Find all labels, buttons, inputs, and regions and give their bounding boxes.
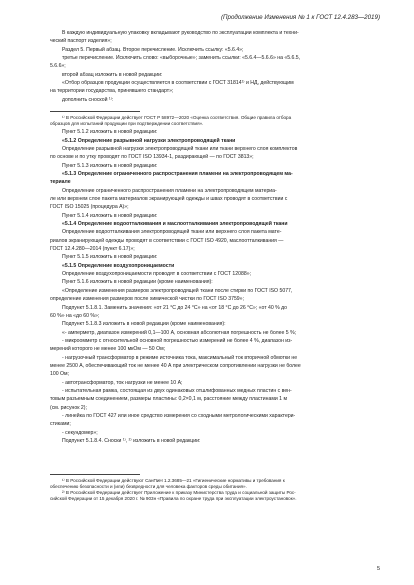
text-line: - секундомер»; [62, 429, 98, 436]
text-line: на территории государства, принявшего стандарт»; [50, 88, 174, 95]
text-line: Подпункт 5.1.8.1. Заменить значения: «от 21 °С до 24 °С» на «от 18 °С до 26 °С»; «от 40 % до [62, 304, 288, 311]
text-line: Определение воздухопроницаемости проводят в соответствии с ГОСТ 12088»; [62, 271, 251, 278]
text-line: Пункт 5.1.3 изложить в новой редакции: [62, 162, 158, 169]
text-line: - нагрузочный трансформатор в режиме источника тока, максимальный ток вторичной обмотки не [62, 354, 298, 361]
text-line: менее 2500 А, обеспечивающий ток не менее 40 А при электрическом сопротивлении нагрузки не более [50, 362, 301, 369]
text-line: стиками; [50, 421, 71, 428]
footnote-line: обеспечению безопасности и (или) безвредности для человека факторов среды обитания». [50, 484, 247, 490]
section-heading-line: «5.1.4 Определение водоотталкивания и маслоотталкивания электропроводящей ткани [62, 221, 288, 227]
text-line: товым разъемным соединением, размеры пластины: 0,2×0,1 м, расстояние между пластинами 1 м [50, 396, 288, 403]
text-line: Пункт 5.1.5 изложить в новой редакции: [62, 254, 158, 261]
text-line: мерений которого не менее 100 мкОм — 50 Ом; [50, 346, 166, 353]
text-line: ГОСТ 12.4.280—2014 (пункт 6.17)»; [50, 246, 135, 253]
section-heading-line: «5.1.5 Определение воздухопроницаемости [62, 262, 175, 269]
text-line: Определение водоотталкивания электропроводящей ткани или верхнего слоя пакета мате- [62, 229, 282, 236]
running-header: (Продолжение Изменения № 1 к ГОСТ 12.4.283—2019) [220, 14, 380, 21]
footnote-line: сийской Федерации от 15 декабря 2020 г. № 903н «Правила по охране труда при эксплуатации электроустановок». [50, 496, 297, 502]
text-line: Пункт 5.1.6 изложить в новой редакции (кроме наименования): [62, 279, 213, 286]
text-line: 100 Ом; [50, 371, 69, 378]
text-line: Раздел 5. Первый абзац. Второе перечисление. Исключить ссылку: «5.6.4»; [62, 46, 244, 53]
text-line: - автотрансформатор, ток нагрузки не менее 10 А; [62, 379, 183, 386]
footnote-rule [50, 474, 140, 475]
text-line: Пункт 5.1.4 изложить в новой редакции: [62, 212, 158, 219]
text-line: риалов экранирующей одежды проводят в соответствии с ГОСТ ISO 4920, маслоотталкивания — [50, 237, 284, 244]
text-line: «- амперметр, диапазон измерений 0,1—100 А, основная абсолютная погрешность не более 5 %; [62, 329, 297, 336]
text-line: - испытательная рамка, состоящая из двух одинаковых отшлифованных медных пластин с вен- [62, 388, 292, 394]
text-line: - линейка по ГОСТ 427 или иное средство измерения со сходными метрологическими характери- [62, 413, 296, 420]
text-line: Пункт 5.1.2 изложить в новой редакции: [62, 129, 158, 136]
section-heading-line: «5.1.2 Определение разрывной нагрузки электропроводящей ткани [62, 137, 236, 144]
text-line: ле или верхнем слое пакета материалов экранирующей одежды и швах проводят в соответствии с [50, 195, 288, 202]
footnote-line: ¹⁾ В Российской Федерации действует ГОСТ Р 58972—2020 «Оценка соответствия. Общие правила отбора [62, 115, 292, 121]
footnote-rule [50, 111, 140, 112]
text-line: по основе и по утку проводят по ГОСТ ISO 13934-1, раздирающей — по ГОСТ 3813»; [50, 154, 254, 161]
text-line: «Определение изменения размеров электропроводящей ткани после стирки по ГОСТ ISO 5077, [62, 287, 293, 294]
text-line: Определение разрывной нагрузки электропроводящей ткани или ткани верхнего слоя комплектов [62, 145, 298, 152]
text-line: Подпункт 5.1.8.3 изложить в новой редакции (кроме наименования): [62, 321, 226, 328]
text-line: ческий паспорт изделия»; [50, 38, 112, 45]
text-line: ГОСТ ISO 15025 (процедура А)»; [50, 204, 129, 211]
footnote-line: ¹⁾ В Российской Федерации действуют СанПиН 1.2.3685—21 «Гигиенические нормативы и требования к [62, 478, 285, 484]
footnote-line: образцов для испытаний продукции при подтверждении соответствия». [50, 121, 204, 127]
text-line: 60 %» на «до 60 %»; [50, 312, 100, 319]
text-line: дополнить сноской ¹⁾: [62, 96, 114, 103]
section-heading-line: териале [50, 179, 71, 186]
text-line: второй абзац изложить в новой редакции: [62, 71, 163, 78]
footnote-line: ²⁾ В Российской Федерации действует Приложение к приказу Министерства труда и социальной защиты Рос- [62, 490, 296, 496]
text-line: Определение ограниченного распространения пламени на электропроводящем материа- [62, 187, 277, 194]
text-line: третье перечисление. Исключить слово: «выборочные»; заменить ссылки: «5.6.4—5.6.6» на «5.6.5, [62, 55, 301, 62]
text-line: - микроомметр с относительной основной погрешностью измерений не более 4 %, диапазон из- [62, 337, 293, 344]
text-line: «Отбор образцов продукции осуществляется в соответствии с ГОСТ 31814¹⁾ и НД, действующим [62, 80, 294, 87]
text-line: В каждую индивидуальную упаковку вкладывают руководство по эксплуатации комплекта и техни- [62, 30, 299, 36]
text-line: Подпункт 5.1.8.4. Сноски ¹⁾, ²⁾ изложить в новой редакции: [62, 438, 201, 445]
text-line: 5.6.6»; [50, 63, 66, 70]
text-line: (см. рисунок 2); [50, 404, 87, 411]
section-heading-line: «5.1.3 Определение ограниченного распространения пламени на электропроводящем ма- [62, 170, 293, 177]
text-line: определение изменения размеров после химической чистки по ГОСТ ISO 3759»; [50, 296, 244, 303]
page-number: 5 [376, 566, 380, 572]
